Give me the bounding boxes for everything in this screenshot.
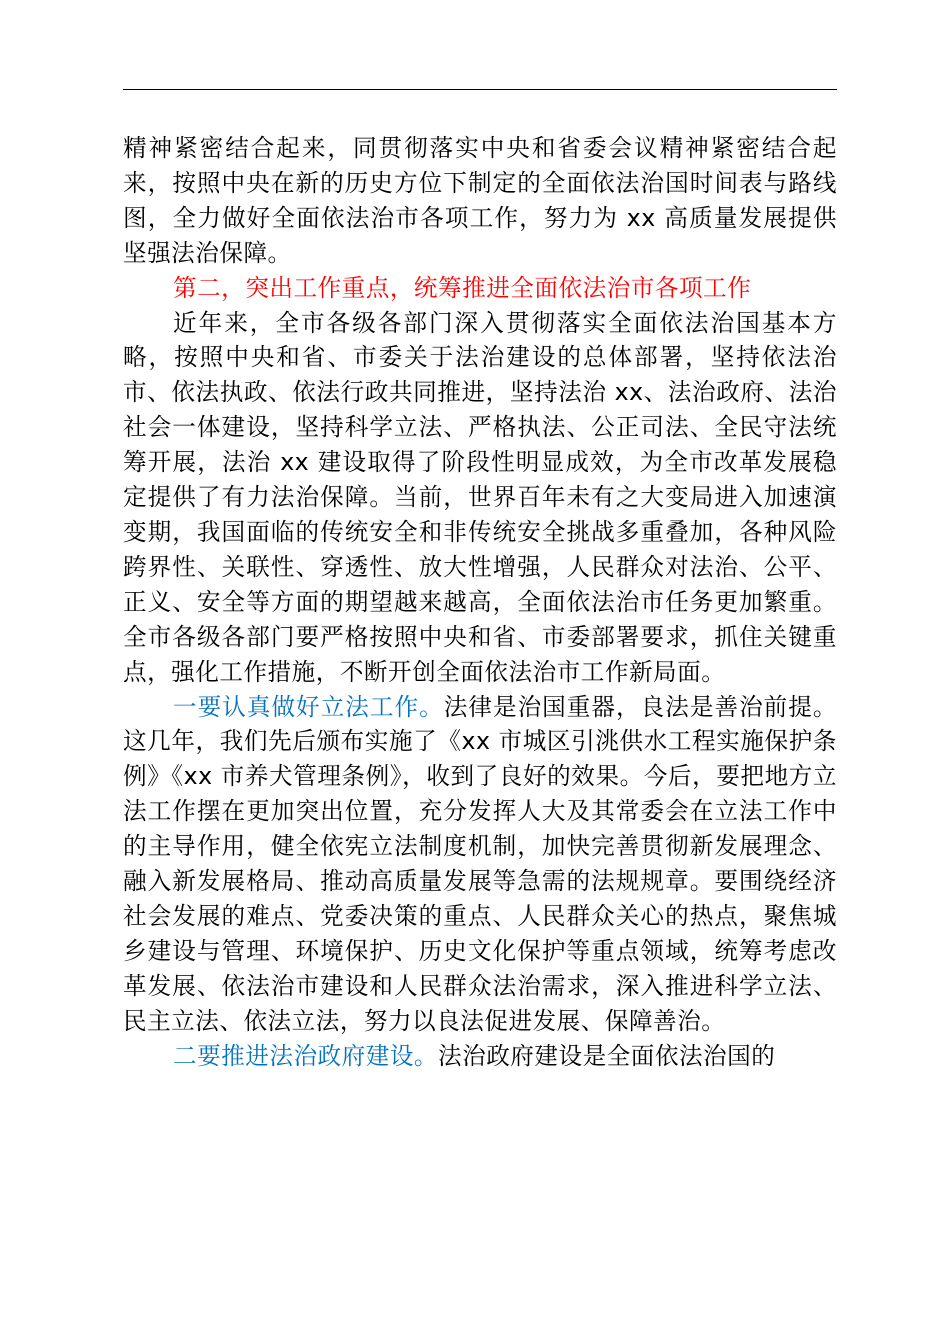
- document-body: [123, 131, 837, 1073]
- paragraph-point-2: [123, 1039, 837, 1074]
- point-1-lead: 一要认真做好立法工作。: [173, 692, 444, 721]
- paragraph-overview: 近年来，全市各级各部门深入贯彻落实全面依法治国基本方略，按照中央和省、市委关于法治建设的总体部署，坚持依法治市、依法执政、依法行政共同推进，坚持法治 xx、法治政府、法治社会一体建设，坚持科学立法、严格执法、公正司法、全民守法统筹开展，法治 xx 建设取得了阶段性明显成效，为全市改革发展稳定提供了有力法治保障。当前，世界百年未有之大变局进入加速演变期，我国面临的传统安全和非传统安全挑战多重叠加，各种风险跨界性、关联性、穿透性、放大性增强，人民群众对法治、公平、正义、安全等方面的期望越来越高，全面依法治市任务更加繁重。全市各级各部门要严格按照中央和省、市委部署要求，抓住关键重点，强化工作措施，不断开创全面依法治市工作新局面。: [123, 308, 837, 686]
- paragraph-point-1: [123, 690, 837, 1039]
- header-rule: [123, 89, 837, 90]
- section-heading: 第二，突出工作重点，统筹推进全面依法治市各项工作: [173, 273, 752, 302]
- point-2-lead: 二要推进法治政府建设。: [173, 1041, 439, 1070]
- paragraph-continued: 精神紧密结合起来，同贯彻落实中央和省委会议精神紧密结合起来，按照中央在新的历史方位下制定的全面依法治国时间表与路线图，全力做好全面依法治市各项工作，努力为 xx 高质量发展提供坚强法治保障。: [123, 134, 837, 267]
- point-2-body: 法治政府建设是全面依法治国的: [438, 1041, 776, 1070]
- point-1-body: 法律是治国重器，良法是善治前提。这几年，我们先后颁布实施了《xx 市城区引洮供水工程实施保护条例》《xx 市养犬管理条例》，收到了良好的效果。今后，要把地方立法工作摆在更加突出位置，充分发挥人大及其常委会在立法工作中的主导作用，健全依宪立法制度机制，加快完善贯彻新发展理念、融入新发展格局、推动高质量发展等急需的法规规章。要围绕经济社会发展的难点、党委决策的重点、人民群众关心的热点，聚焦城乡建设与管理、环境保护、历史文化保护等重点领域，统筹考虑改革发展、依法治市建设和人民群众法治需求，深入推进科学立法、民主立法、依法立法，努力以良法促进发展、保障善治。: [123, 692, 838, 1035]
